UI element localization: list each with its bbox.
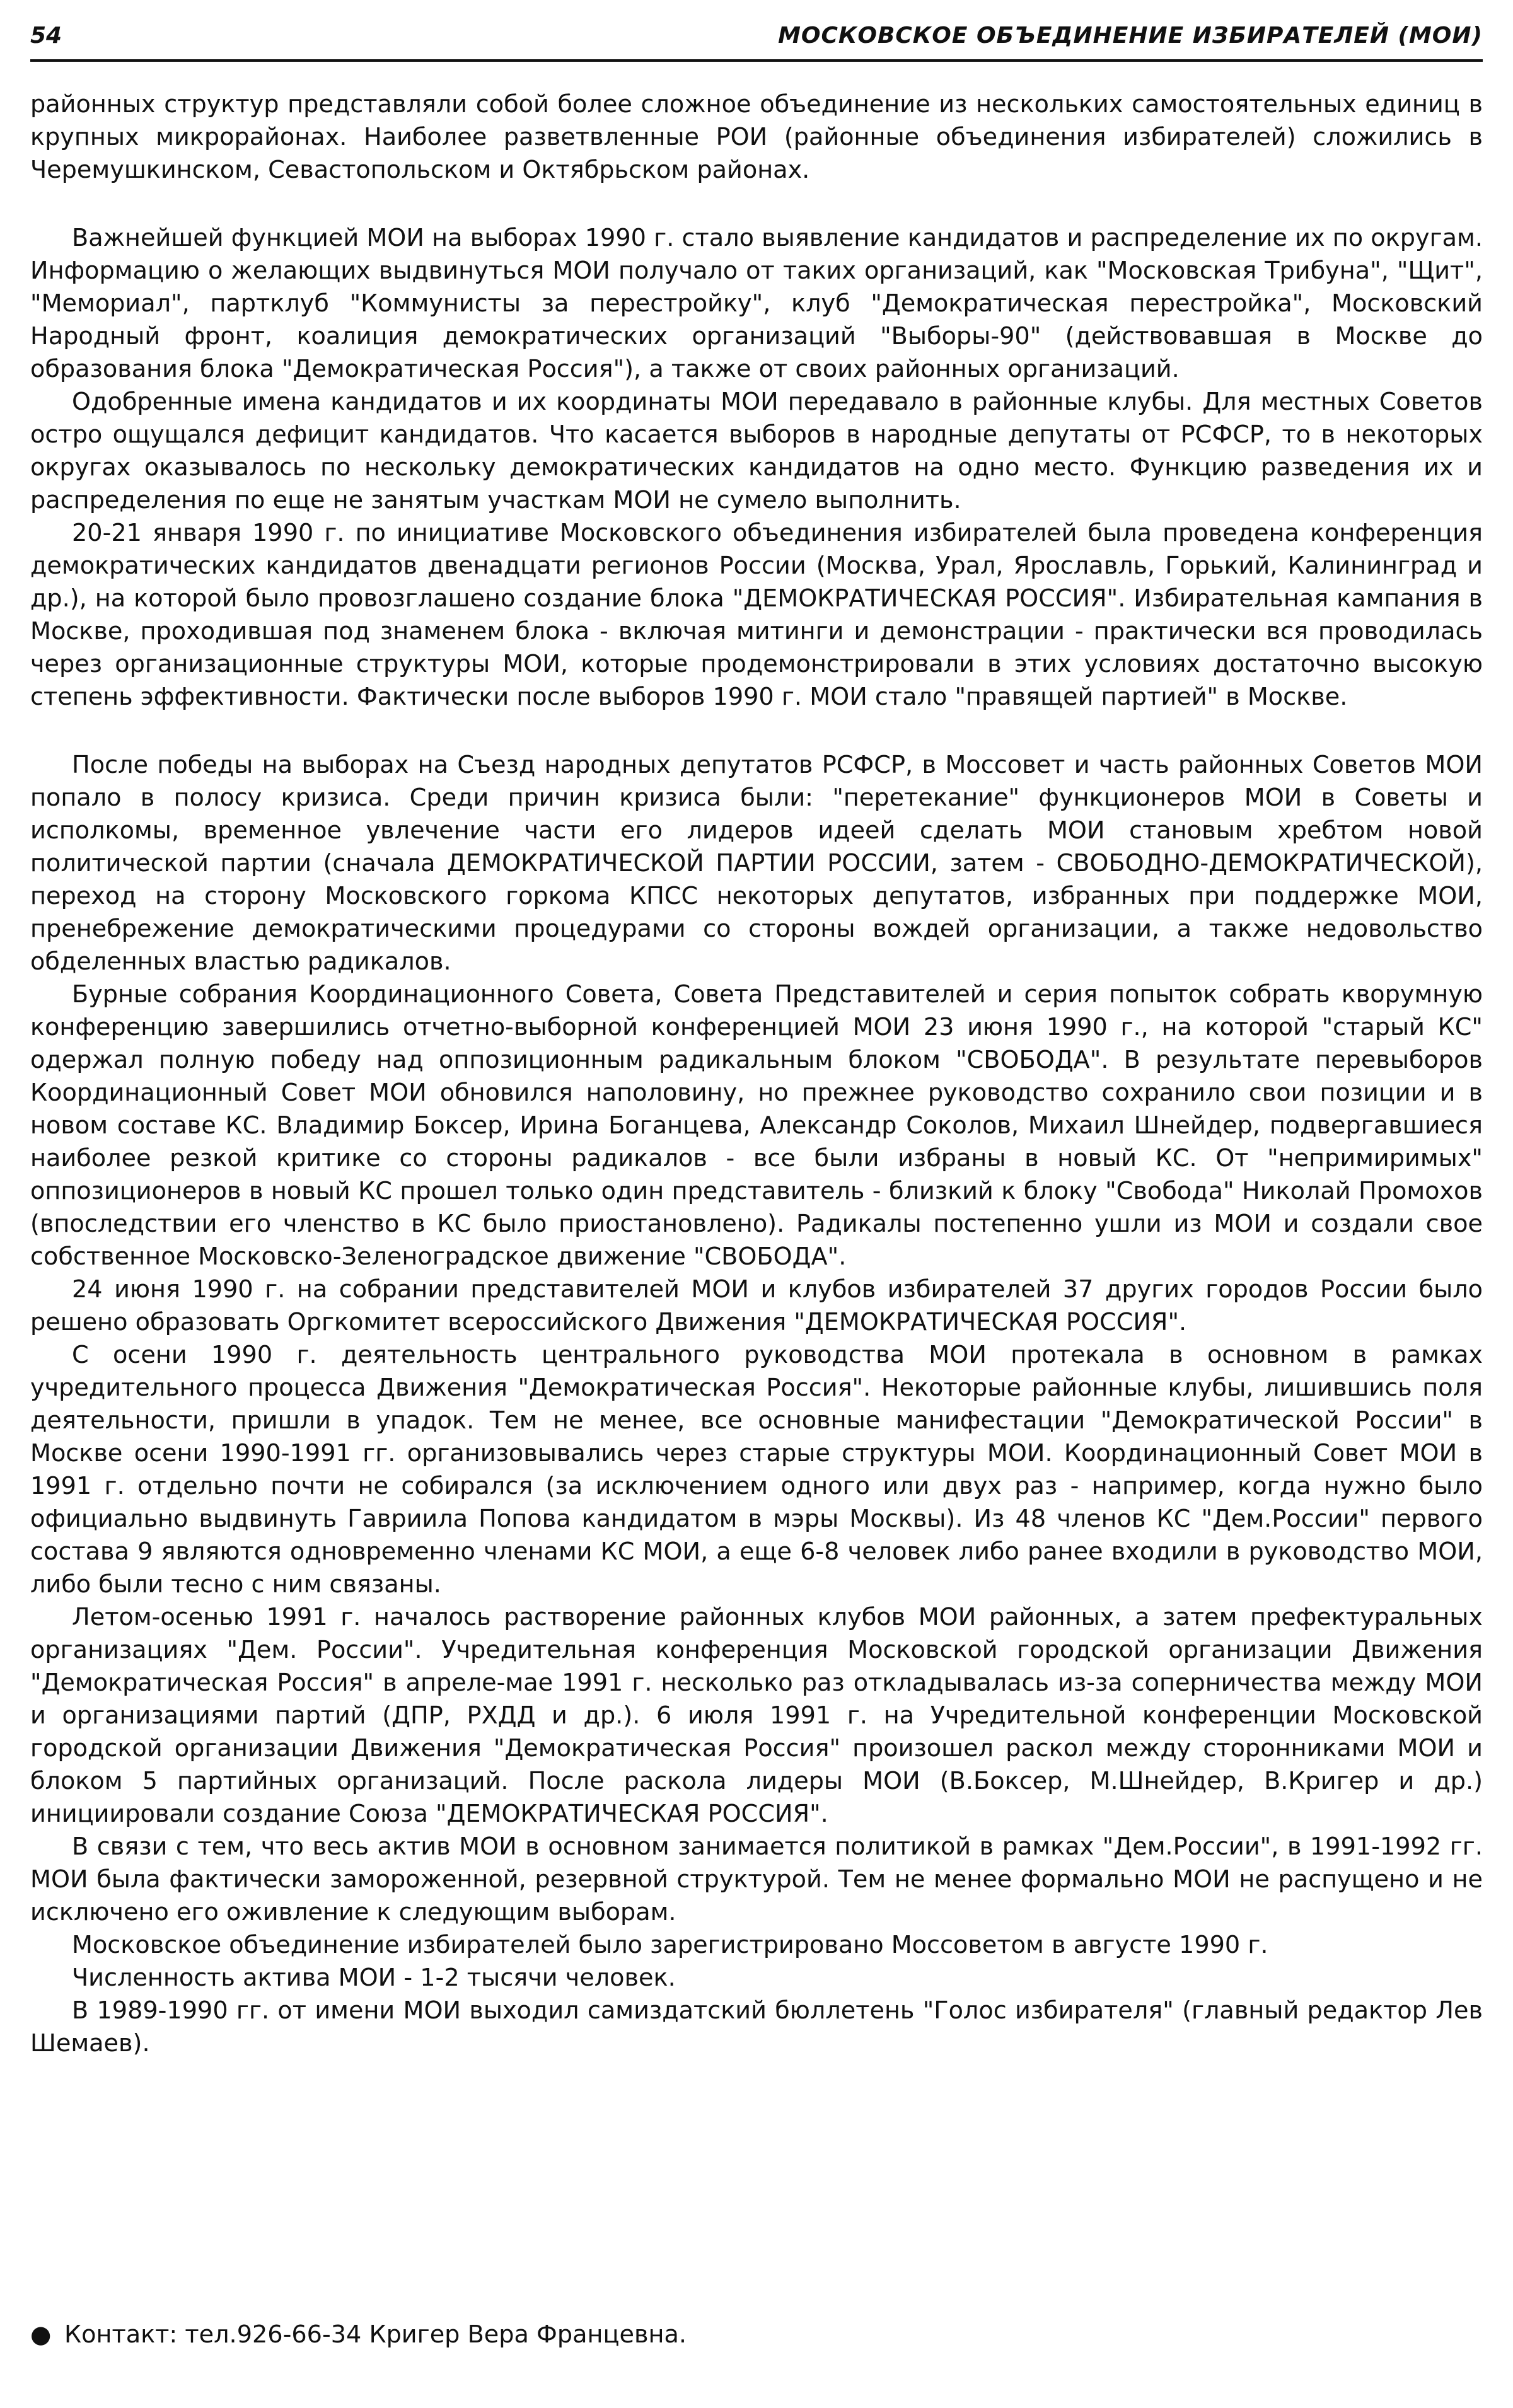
- paragraph: Одобренные имена кандидатов и их координаты МОИ передавало в районные клубы. Для местных Советов остро ощущался дефицит кандидатов. Что касается выборов в народные депутаты от РСФСР, то в некоторых округах оказывалось по нескольку демократических кандидатов на одно место. Функцию разведения их и распределения по еще не занятым участкам МОИ не сумело выполнить.: [30, 388, 1483, 514]
- paragraph-gap: [30, 714, 1483, 749]
- paragraph: В связи с тем, что весь актив МОИ в основном занимается политикой в рамках "Дем.России", в 1991-1992 гг. МОИ была фактически замороженной, резервной структурой. Тем не менее формально МОИ не распущено и не исключено его оживление к следующим выборам.: [30, 1833, 1483, 1926]
- paragraph: После победы на выборах на Съезд народных депутатов РСФСР, в Моссовет и часть районных Советов МОИ попало в полосу кризиса. Среди причин кризиса были: "перетекание" функционеров МОИ в Советы и исполкомы, временное увлечение части его лидеров идеей сделать МОИ становым хребтом новой политической партии (сначала ДЕМОКРАТИЧЕСКОЙ ПАРТИИ РОССИИ, затем - СВОБОДНО-ДЕМОКРАТИЧЕСКОЙ), переход на сторону Московского горкома КПСС некоторых депутатов, избранных при поддержке МОИ, пренебрежение демократическими процедурами со стороны вождей организации, а также недовольство обделенных властью радикалов.: [30, 751, 1483, 976]
- paragraph-gap: [30, 187, 1483, 222]
- paragraph: Московское объединение избирателей было зарегистрировано Моссоветом в августе 1990 г.: [72, 1931, 1268, 1959]
- body-text: [30, 88, 1483, 2060]
- running-head: МОСКОВСКОЕ ОБЪЕДИНЕНИЕ ИЗБИРАТЕЛЕЙ (МОИ): [778, 23, 1483, 49]
- paragraph: С осени 1990 г. деятельность центрального руководства МОИ протекала в основном в рамках учредительного процесса Движения "Демократическая Россия". Некоторые районные клубы, лишившись поля деятельности, пришли в упадок. Тем не менее, все основные манифестации "Демократической России" в Москве осени 1990-1991 гг. организовывались через старые структуры МОИ. Координационный Совет МОИ в 1991 г. отдельно почти не собирался (за исключением одного или двух раз - например, когда нужно было официально выдвинуть Гавриила Попова кандидатом в мэры Москвы). Из 48 членов КС "Дем.России" первого состава 9 являются одновременно членами КС МОИ, а еще 6-8 человек либо ранее входили в руководство МОИ, либо были тесно с ним связаны.: [30, 1341, 1483, 1599]
- paragraph: 24 июня 1990 г. на собрании представителей МОИ и клубов избирателей 37 других городов России было решено образовать Оргкомитет всероссийского Движения "ДЕМОКРАТИЧЕСКАЯ РОССИЯ".: [30, 1276, 1483, 1336]
- paragraph: Летом-осенью 1991 г. началось растворение районных клубов МОИ районных, а затем префектуральных организациях "Дем. России". Учредительная конференция Московской городской организации Движения "Демократическая Россия" в апреле-мае 1991 г. несколько раз откладывалась из-за соперничества между МОИ и организациями партий (ДПР, РХДД и др.). 6 июля 1991 г. на Учредительной конференции Московской городской организации Движения "Демократическая Россия" произошел раскол между сторонниками МОИ и блоком 5 партийных организаций. После раскола лидеры МОИ (В.Боксер, М.Шнейдер, В.Кригер и др.) инициировали создание Союза "ДЕМОКРАТИЧЕСКАЯ РОССИЯ".: [30, 1604, 1483, 1828]
- page-header: [30, 20, 1483, 62]
- paragraph: В 1989-1990 гг. от имени МОИ выходил самиздатский бюллетень "Голос избирателя" (главный редактор Лев Шемаев).: [30, 1997, 1483, 2058]
- paragraph: 20-21 января 1990 г. по инициативе Московского объединения избирателей была проведена конференция демократических кандидатов двенадцати регионов России (Москва, Урал, Ярославль, Горький, Калининград и др.), на которой было провозглашено создание блока "ДЕМОКРАТИЧЕСКАЯ РОССИЯ". Избирательная кампания в Москве, проходившая под знаменем блока - включая митинги и демонстрации - практически вся проводилась через организационные структуры МОИ, которые продемонстрировали в этих условиях достаточно высокую степень эффективности. Фактически после выборов 1990 г. МОИ стало "правящей партией" в Москве.: [30, 519, 1483, 711]
- paragraph: Бурные собрания Координационного Совета, Совета Представителей и серия попыток собрать кворумную конференцию завершились отчетно-выборной конференцией МОИ 23 июня 1990 г., на которой "старый КС" одержал полную победу над оппозиционным радикальным блоком "СВОБОДА". В результате перевыборов Координационный Совет МОИ обновился наполовину, но прежнее руководство сохранило свои позиции и в новом составе КС. Владимир Боксер, Ирина Боганцева, Александр Соколов, Михаил Шнейдер, подвергавшиеся наиболее резкой критике со стороны радикалов - все были избраны в новый КС. От "непримиримых" оппозиционеров в новый КС прошел только один представитель - близкий к блоку "Свобода" Николай Промохов (впоследствии его членство в КС было приостановлено). Радикалы постепенно ушли из МОИ и создали свое собственное Московско-Зеленоградское движение "СВОБОДА".: [30, 981, 1483, 1271]
- paragraph: районных структур представляли собой более сложное объединение из нескольких самостоятельных единиц в крупных микрорайонах. Наиболее разветвленные РОИ (районные объединения избирателей) сложились в Черемушкинском, Севастопольском и Октябрьском районах.: [30, 91, 1483, 184]
- contact-text: Контакт: тел.926-66-34 Кригер Вера Францевна.: [64, 2321, 687, 2349]
- paragraph: Важнейшей функцией МОИ на выборах 1990 г. стало выявление кандидатов и распределение их по округам. Информацию о желающих выдвинуться МОИ получало от таких организаций, как "Московская Трибуна", "Щит", "Мемориал", партклуб "Коммунисты за перестройку", клуб "Демократическая перестройка", Московский Народный фронт, коалиция демократических организаций "Выборы-90" (действовавшая в Москве до образования блока "Демократическая Россия"), а также от своих районных организаций.: [30, 224, 1483, 383]
- contact-line: [30, 2318, 1483, 2351]
- bullet-icon: ●: [30, 2321, 52, 2349]
- page-number: 54: [30, 23, 62, 49]
- paragraph: Численность актива МОИ - 1-2 тысячи человек.: [72, 1964, 676, 1992]
